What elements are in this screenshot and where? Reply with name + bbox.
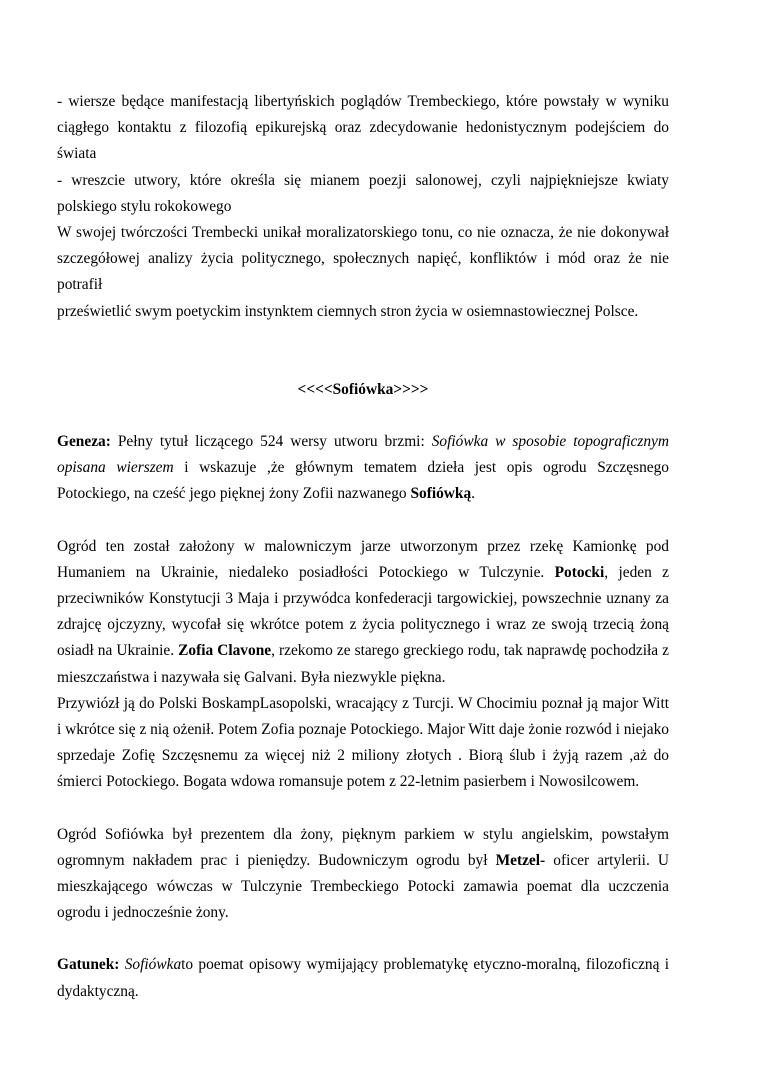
intro-item2-line2: polskiego stylu rokokowego (57, 197, 232, 215)
document-content (57, 89, 669, 1005)
intro-para-line3: prześwietlić swym poetyckim instynktem ciemnych stron życia w osiemnastowiecznej Polsce. (57, 302, 639, 320)
prezent-metzel: Metzel- (495, 851, 546, 869)
intro-item2-line1: - wreszcie utwory, które określa się mianem poezji salonowej, czyli najpiękniejsze kwiaty (57, 171, 669, 189)
spacer (57, 926, 669, 952)
ogrod-text-1: Ogród ten został założony w malowniczym jarze utworzonym przez rzekę Kamionkę pod Humaniem na Ukrainie, niedaleko posiadłości Potockiego w Tulczynie. (57, 537, 669, 581)
geneza-garden-name: Sofiówką (410, 485, 472, 503)
intro-item1-line2: ciągłego kontaktu z filozofią epikurejską oraz zdecydowanie hedonistycznym podejściem do (57, 119, 669, 137)
intro-item1-line3: świata (57, 145, 97, 163)
gatunek-text: to poemat opisowy wymijający problematykę etyczno-moralną, filozoficzną i dydaktyczną. (57, 956, 669, 1000)
gatunek-paragraph (57, 952, 669, 1004)
ogrod-zofia: Zofia Clavone (178, 642, 272, 660)
spacer (57, 325, 669, 377)
intro-para-line1: W swojej twórczości Trembecki unikał moralizatorskiego tonu, co nie oznacza, że nie dokonywał (57, 224, 669, 242)
ogrod-potocki: Potocki (554, 563, 605, 581)
gatunek-label: Gatunek: (57, 956, 120, 974)
ogrod-text-2: , jeden z przeciwników Konstytucji 3 Maja i przywódca konfederacji targowickiej, powszechnie uznany za zdrajcę ojczyzny, wycofał się wkrótce potem z życia politycznego i wraz ze swoją trzecią żoną osiadł na Ukrainie. (57, 563, 669, 660)
spacer (57, 796, 669, 822)
prezent-paragraph (57, 822, 669, 927)
prezent-text-2: oficer artylerii. U mieszkającego wówczas w Tulczynie Trembeckiego Potocki zamawia poemat dla uczczenia ogrodu i jednocześnie żony. (57, 851, 669, 922)
geneza-text-1: Pełny tytuł liczącego 524 wersy utworu brzmi: (110, 433, 432, 451)
prezent-text-1: Ogród Sofiówka był prezentem dla żony, pięknym parkiem w stylu angielskim, powstałym ogromnym nakładem prac i pieniędzy. Budowniczym ogrodu był (57, 825, 669, 869)
geneza-end: . (471, 485, 476, 503)
ogrod-paragraph-2: Przywiózł ją do Polski BoskampLasopolski, wracający z Turcji. W Chocimiu poznał ją major Witt i wkrótce się z nią ożenił. Potem Zofia poznaje Potockiego. Major Witt daje żonie rozwód i niejako sprzedaje Zofię Szczęsnemu za więcej niż 2 miliony złotych . Biorą ślub i żyją razem ,aż do śmierci Potockiego. Bogata wdowa romansuje potem z 22-letnim pasierbem i Nowosilcowem. (57, 694, 669, 791)
section-title: <<<<Sofiówka>>>> (297, 380, 429, 398)
geneza-work-title: Sofiówka w sposobie topograficznym opisana wierszem (57, 433, 669, 477)
intro-item1-line1: - wiersze będące manifestacją libertyńskich poglądów Trembeckiego, które powstały w wyniku (57, 93, 669, 110)
ogrod-text-3: , rzekomo ze starego greckiego rodu, tak naprawdę pochodziła z mieszczaństwa i nazywała się Galvani. Była niezwykle piękna. (57, 642, 669, 686)
intro-para-line2: szczegółowej analizy życia politycznego, społecznych napięć, konfliktów i mód oraz że nie potrafił (57, 250, 669, 294)
spacer (57, 403, 669, 429)
geneza-paragraph (57, 429, 669, 508)
gatunek-work-title: Sofiówka (124, 956, 182, 974)
geneza-text-2: i wskazuje ,że głównym tematem dzieła jest opis ogrodu Szczęsnego Potockiego, na cześć jego pięknej żony Zofii nazwanego (57, 459, 669, 503)
ogrod-paragraph (57, 534, 669, 691)
geneza-label: Geneza: (57, 433, 111, 451)
spacer (57, 508, 669, 534)
